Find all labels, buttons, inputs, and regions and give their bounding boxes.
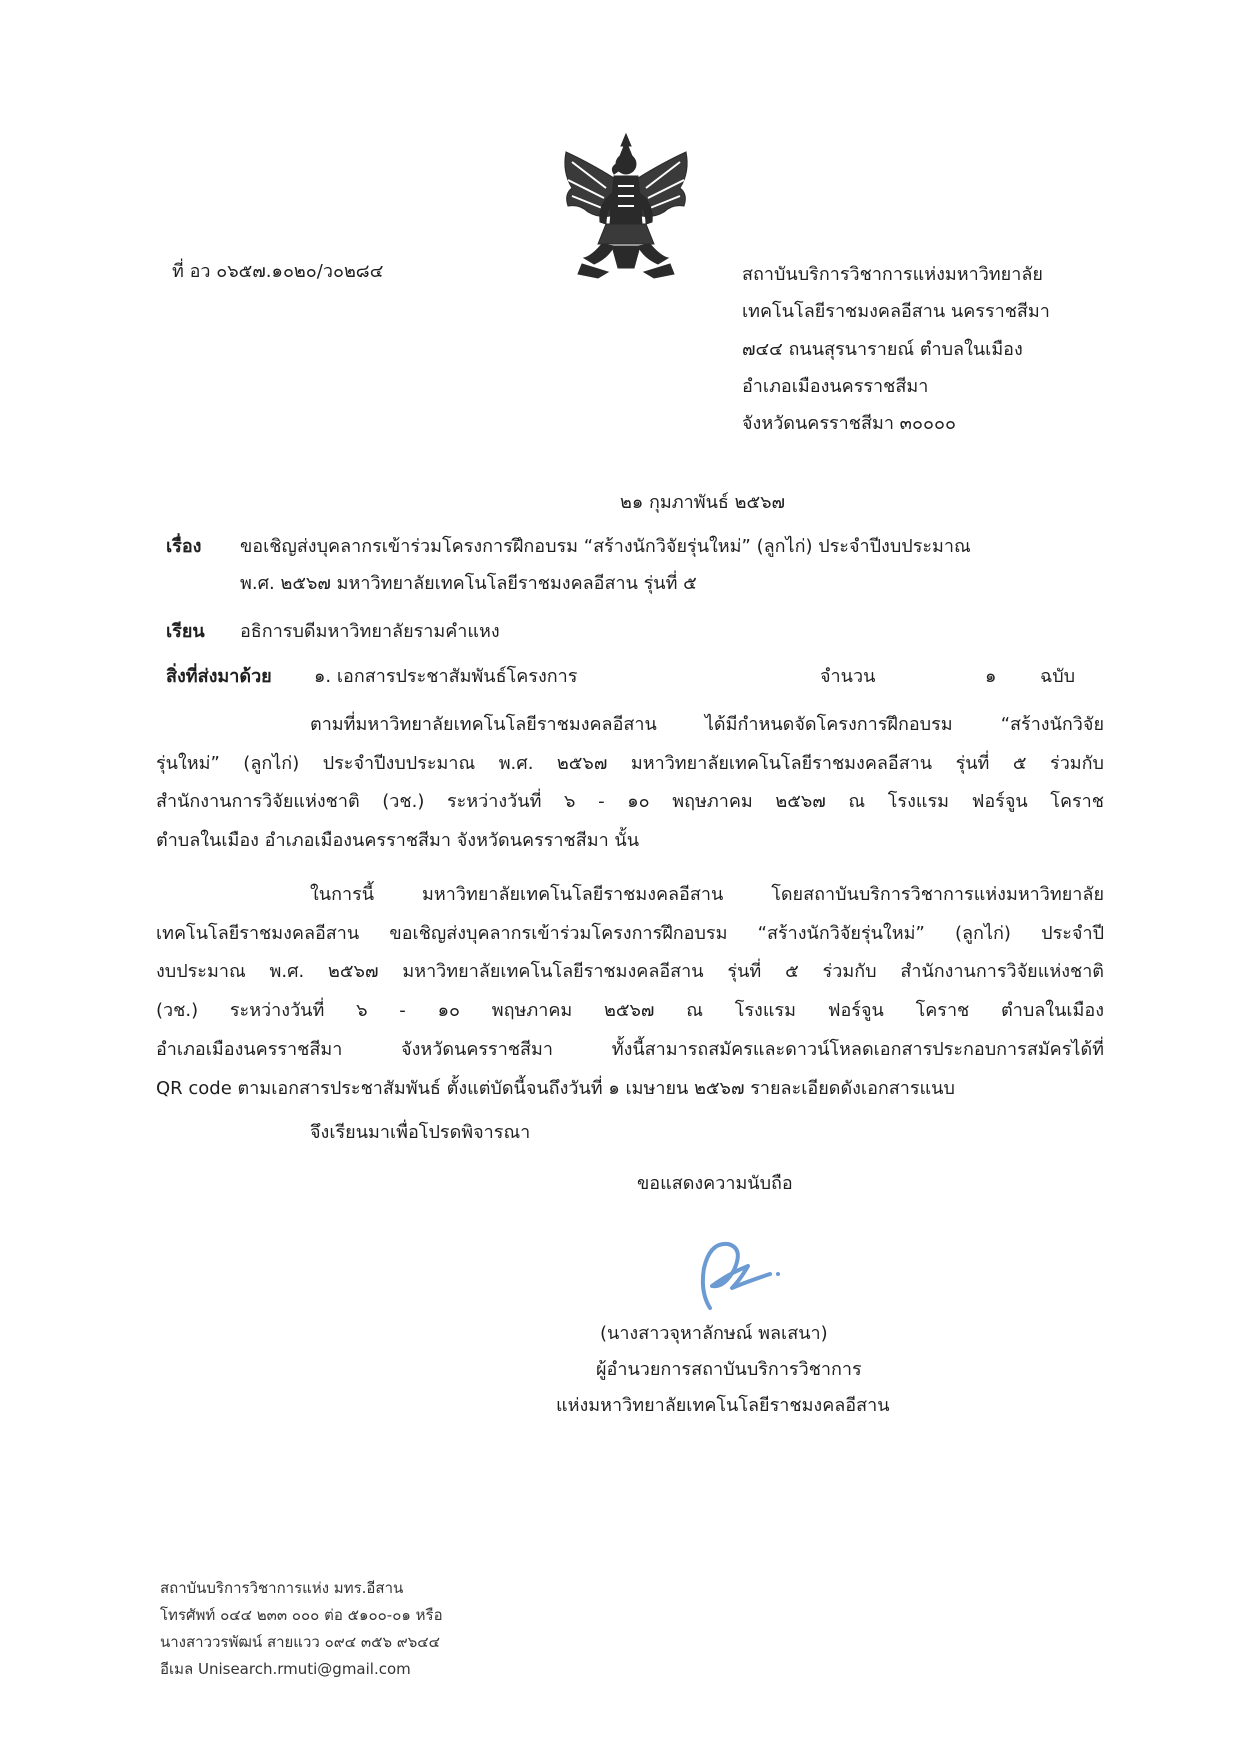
recipient: อธิการบดีมหาวิทยาลัยรามคำแหง — [240, 621, 500, 642]
to-label: เรียน — [166, 621, 205, 642]
paragraph-line: เทคโนโลยีราชมงคลอีสาน ขอเชิญส่งบุคลากรเข้าร่วมโครงการฝึกอบรม “สร้างนักวิจัยรุ่นใหม่” (ลูกไก่) ประจำปี — [156, 923, 1104, 944]
enclosure-label: สิ่งที่ส่งมาด้วย — [166, 666, 272, 687]
garuda-emblem-icon — [558, 132, 694, 280]
footer-email: อีเมล Unisearch.rmuti@gmail.com — [160, 1660, 411, 1678]
paragraph-line: QR code ตามเอกสารประชาสัมพันธ์ ตั้งแต่บัดนี้จนถึงวันที่ ๑ เมษายน ๒๕๖๗ รายละเอียดดังเอกสารแนบ — [156, 1078, 955, 1099]
footer-line: นางสาววรพัฒน์ สายแวว ๐๙๔ ๓๕๖ ๙๖๔๔ — [160, 1633, 440, 1651]
address-line: จังหวัดนครราชสีมา ๓๐๐๐๐ — [742, 413, 956, 434]
signer-title-line: ผู้อำนวยการสถาบันบริการวิชาการ — [596, 1359, 862, 1380]
paragraph-line: (วช.) ระหว่างวันที่ ๖ - ๑๐ พฤษภาคม ๒๕๖๗ ณ โรงแรม ฟอร์จูน โคราช ตำบลในเมือง — [156, 1000, 1104, 1021]
letter-date: ๒๑ กุมภาพันธ์ ๒๕๖๗ — [620, 492, 786, 513]
signature-icon — [670, 1222, 790, 1322]
paragraph-line: ตำบลในเมือง อำเภอเมืองนครราชสีมา จังหวัดนครราชสีมา นั้น — [156, 830, 640, 851]
enclosure-amount: ๑ — [985, 666, 997, 687]
enclosure-unit: ฉบับ — [1040, 666, 1076, 687]
address-line: เทคโนโลยีราชมงคลอีสาน นครราชสีมา — [742, 301, 1050, 322]
closing-request: จึงเรียนมาเพื่อโปรดพิจารณา — [310, 1122, 531, 1143]
paragraph-line: รุ่นใหม่” (ลูกไก่) ประจำปีงบประมาณ พ.ศ. ๒๕๖๗ มหาวิทยาลัยเทคโนโลยีราชมงคลอีสาน รุ่นที่ ๕ ร่วมกับ — [156, 753, 1104, 774]
footer-line: โทรศัพท์ ๐๔๔ ๒๓๓ ๐๐๐ ต่อ ๕๑๐๐-๐๑ หรือ — [160, 1606, 443, 1624]
subject-line: พ.ศ. ๒๕๖๗ มหาวิทยาลัยเทคโนโลยีราชมงคลอีสาน รุ่นที่ ๕ — [240, 573, 697, 594]
paragraph-line: ในการนี้ มหาวิทยาลัยเทคโนโลยีราชมงคลอีสาน โดยสถาบันบริการวิชาการแห่งมหาวิทยาลัย — [310, 884, 1104, 905]
paragraph-line: ตามที่มหาวิทยาลัยเทคโนโลยีราชมงคลอีสาน ได้มีกำหนดจัดโครงการฝึกอบรม “สร้างนักวิจัย — [310, 714, 1104, 735]
paragraph-line: อำเภอเมืองนครราชสีมา จังหวัดนครราชสีมา ทั้งนี้สามารถสมัครและดาวน์โหลดเอกสารประกอบการสมัครได้ที่ — [156, 1039, 1104, 1060]
signer-title-line: แห่งมหาวิทยาลัยเทคโนโลยีราชมงคลอีสาน — [556, 1395, 890, 1416]
address-line: อำเภอเมืองนครราชสีมา — [742, 376, 929, 397]
closing: ขอแสดงความนับถือ — [637, 1173, 793, 1194]
paragraph-line: งบประมาณ พ.ศ. ๒๕๖๗ มหาวิทยาลัยเทคโนโลยีราชมงคลอีสาน รุ่นที่ ๕ ร่วมกับ สำนักงานการวิจัยแห่งชาติ — [156, 961, 1104, 982]
reference-number: ที่ อว ๐๖๕๗.๑๐๒๐/ว๐๒๘๔ — [172, 261, 384, 282]
address-line: สถาบันบริการวิชาการแห่งมหาวิทยาลัย — [742, 264, 1043, 285]
address-line: ๗๔๔ ถนนสุรนารายณ์ ตำบลในเมือง — [742, 339, 1023, 360]
enclosure-amount-label: จำนวน — [820, 666, 876, 687]
paragraph-line: สำนักงานการวิจัยแห่งชาติ (วช.) ระหว่างวันที่ ๖ - ๑๐ พฤษภาคม ๒๕๖๗ ณ โรงแรม ฟอร์จูน โคราช — [156, 791, 1104, 812]
subject-label: เรื่อง — [166, 536, 202, 557]
enclosure-item: ๑. เอกสารประชาสัมพันธ์โครงการ — [314, 666, 578, 687]
subject-line: ขอเชิญส่งบุคลากรเข้าร่วมโครงการฝึกอบรม “สร้างนักวิจัยรุ่นใหม่” (ลูกไก่) ประจำปีงบประมาณ — [240, 536, 971, 557]
footer-line: สถาบันบริการวิชาการแห่ง มทร.อีสาน — [160, 1579, 404, 1597]
signer-name: (นางสาวจุหาลักษณ์ พลเสนา) — [600, 1323, 828, 1344]
